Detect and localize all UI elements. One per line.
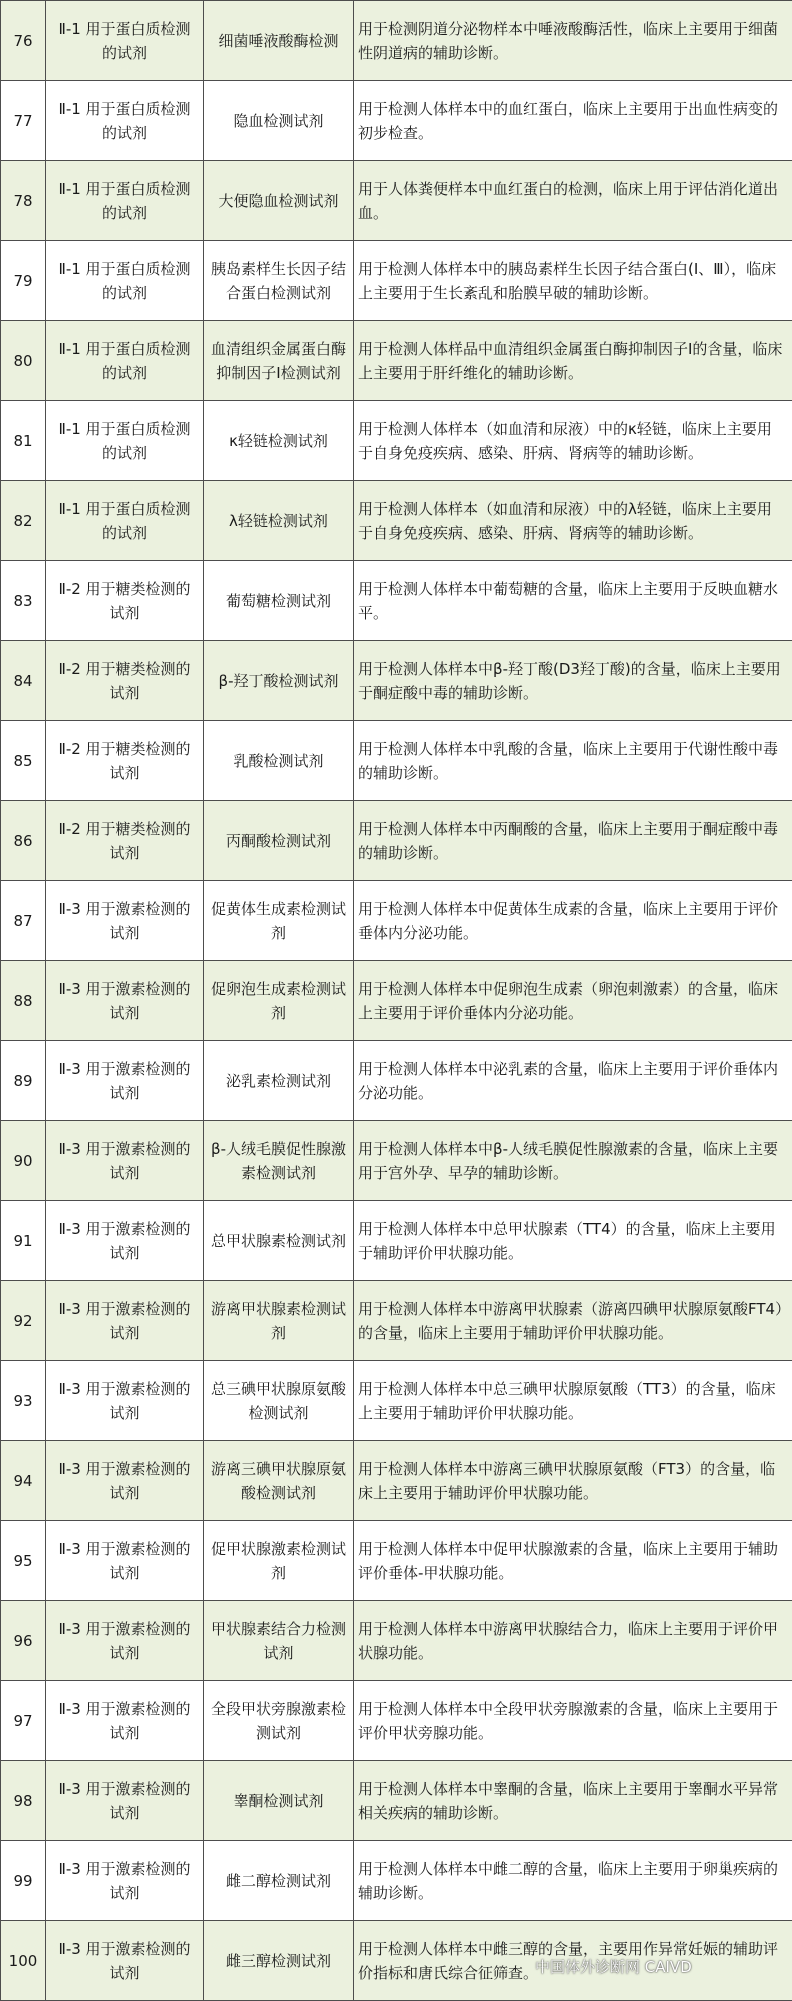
row-number-cell: 98: [1, 1761, 46, 1841]
row-number-cell: 78: [1, 161, 46, 241]
table-row: [1, 161, 792, 241]
category-cell: Ⅱ-2 用于糖类检测的试剂: [46, 641, 204, 721]
table-row: [1, 81, 792, 161]
category-cell: Ⅱ-3 用于激素检测的试剂: [46, 1201, 204, 1281]
description-cell: 用于检测人体样本中游离甲状腺素（游离四碘甲状腺原氨酸FT4）的含量，临床上主要用于辅助评价甲状腺功能。: [354, 1281, 792, 1361]
category-cell: Ⅱ-3 用于激素检测的试剂: [46, 1041, 204, 1121]
product-name-cell: 胰岛素样生长因子结合蛋白检测试剂: [204, 241, 354, 321]
product-name-cell: 葡萄糖检测试剂: [204, 561, 354, 641]
category-cell: Ⅱ-1 用于蛋白质检测的试剂: [46, 481, 204, 561]
description-cell: 用于检测人体样本中游离三碘甲状腺原氨酸（FT3）的含量，临床上主要用于辅助评价甲状腺功能。: [354, 1441, 792, 1521]
category-cell: Ⅱ-3 用于激素检测的试剂: [46, 1681, 204, 1761]
table-row: [1, 1521, 792, 1601]
product-name-cell: β-人绒毛膜促性腺激素检测试剂: [204, 1121, 354, 1201]
table-row: [1, 1681, 792, 1761]
table-row: [1, 1361, 792, 1441]
category-cell: Ⅱ-1 用于蛋白质检测的试剂: [46, 161, 204, 241]
row-number-cell: 77: [1, 81, 46, 161]
description-cell: 用于检测人体样本中葡萄糖的含量，临床上主要用于反映血糖水平。: [354, 561, 792, 641]
table-row: [1, 881, 792, 961]
table-row: [1, 721, 792, 801]
row-number-cell: 93: [1, 1361, 46, 1441]
category-cell: Ⅱ-1 用于蛋白质检测的试剂: [46, 81, 204, 161]
description-cell: 用于检测人体样本中促黄体生成素的含量，临床上主要用于评价垂体内分泌功能。: [354, 881, 792, 961]
category-cell: Ⅱ-2 用于糖类检测的试剂: [46, 801, 204, 881]
description-cell: 用于检测人体样本中促甲状腺激素的含量，临床上主要用于辅助评价垂体-甲状腺功能。: [354, 1521, 792, 1601]
table-row: [1, 1121, 792, 1201]
row-number-cell: 82: [1, 481, 46, 561]
description-cell: 用于检测人体样本中总三碘甲状腺原氨酸（TT3）的含量，临床上主要用于辅助评价甲状腺功能。: [354, 1361, 792, 1441]
table-row: [1, 1, 792, 81]
description-cell: 用于检测人体样本中雌三醇的含量，主要用作异常妊娠的辅助评价指标和唐氏综合征筛查。: [354, 1921, 792, 2001]
category-cell: Ⅱ-3 用于激素检测的试剂: [46, 1921, 204, 2001]
description-cell: 用于检测人体样本中丙酮酸的含量，临床上主要用于酮症酸中毒的辅助诊断。: [354, 801, 792, 881]
description-cell: 用于人体粪便样本中血红蛋白的检测，临床上用于评估消化道出血。: [354, 161, 792, 241]
table-row: [1, 641, 792, 721]
description-cell: 用于检测人体样本中总甲状腺素（TT4）的含量，临床上主要用于辅助评价甲状腺功能。: [354, 1201, 792, 1281]
product-name-cell: 泌乳素检测试剂: [204, 1041, 354, 1121]
row-number-cell: 81: [1, 401, 46, 481]
product-name-cell: 促甲状腺激素检测试剂: [204, 1521, 354, 1601]
table-row: [1, 401, 792, 481]
table-row: [1, 961, 792, 1041]
description-cell: 用于检测人体样本中泌乳素的含量，临床上主要用于评价垂体内分泌功能。: [354, 1041, 792, 1121]
description-cell: 用于检测人体样本中β-羟丁酸(D3羟丁酸)的含量，临床上主要用于酮症酸中毒的辅助诊断。: [354, 641, 792, 721]
product-name-cell: 总甲状腺素检测试剂: [204, 1201, 354, 1281]
category-cell: Ⅱ-3 用于激素检测的试剂: [46, 1761, 204, 1841]
row-number-cell: 99: [1, 1841, 46, 1921]
product-name-cell: 睾酮检测试剂: [204, 1761, 354, 1841]
category-cell: Ⅱ-3 用于激素检测的试剂: [46, 1521, 204, 1601]
row-number-cell: 94: [1, 1441, 46, 1521]
product-name-cell: 游离甲状腺素检测试剂: [204, 1281, 354, 1361]
description-cell: 用于检测人体样本中的血红蛋白，临床上主要用于出血性病变的初步检查。: [354, 81, 792, 161]
table-row: [1, 1281, 792, 1361]
product-name-cell: 丙酮酸检测试剂: [204, 801, 354, 881]
description-cell: 用于检测人体样本中全段甲状旁腺激素的含量，临床上主要用于评价甲状旁腺功能。: [354, 1681, 792, 1761]
product-name-cell: 促黄体生成素检测试剂: [204, 881, 354, 961]
description-cell: 用于检测人体样本中促卵泡生成素（卵泡刺激素）的含量，临床上主要用于评价垂体内分泌功能。: [354, 961, 792, 1041]
product-name-cell: 乳酸检测试剂: [204, 721, 354, 801]
category-cell: Ⅱ-1 用于蛋白质检测的试剂: [46, 241, 204, 321]
product-name-cell: 隐血检测试剂: [204, 81, 354, 161]
category-cell: Ⅱ-2 用于糖类检测的试剂: [46, 721, 204, 801]
row-number-cell: 100: [1, 1921, 46, 2001]
row-number-cell: 76: [1, 1, 46, 81]
row-number-cell: 88: [1, 961, 46, 1041]
product-name-cell: λ轻链检测试剂: [204, 481, 354, 561]
row-number-cell: 90: [1, 1121, 46, 1201]
row-number-cell: 96: [1, 1601, 46, 1681]
reagent-table-body: [1, 1, 792, 2001]
product-name-cell: 血清组织金属蛋白酶抑制因子I检测试剂: [204, 321, 354, 401]
description-cell: 用于检测人体样品中血清组织金属蛋白酶抑制因子I的含量，临床上主要用于肝纤维化的辅助诊断。: [354, 321, 792, 401]
product-name-cell: 游离三碘甲状腺原氨酸检测试剂: [204, 1441, 354, 1521]
product-name-cell: β-羟丁酸检测试剂: [204, 641, 354, 721]
product-name-cell: 细菌唾液酸酶检测: [204, 1, 354, 81]
row-number-cell: 79: [1, 241, 46, 321]
table-row: [1, 1441, 792, 1521]
category-cell: Ⅱ-1 用于蛋白质检测的试剂: [46, 321, 204, 401]
watermark-text: 中国体外诊断网 CAIVD: [535, 1958, 692, 1976]
category-cell: Ⅱ-3 用于激素检测的试剂: [46, 1361, 204, 1441]
table-row: [1, 481, 792, 561]
product-name-cell: 促卵泡生成素检测试剂: [204, 961, 354, 1041]
category-cell: Ⅱ-3 用于激素检测的试剂: [46, 1601, 204, 1681]
row-number-cell: 95: [1, 1521, 46, 1601]
row-number-cell: 92: [1, 1281, 46, 1361]
table-row: [1, 561, 792, 641]
description-cell: 用于检测人体样本中游离甲状腺结合力，临床上主要用于评价甲状腺功能。: [354, 1601, 792, 1681]
row-number-cell: 89: [1, 1041, 46, 1121]
category-cell: Ⅱ-1 用于蛋白质检测的试剂: [46, 1, 204, 81]
description-cell: 用于检测阴道分泌物样本中唾液酸酶活性，临床上主要用于细菌性阴道病的辅助诊断。: [354, 1, 792, 81]
description-cell: 用于检测人体样本（如血清和尿液）中的λ轻链，临床上主要用于自身免疫疾病、感染、肝病、肾病等的辅助诊断。: [354, 481, 792, 561]
category-cell: Ⅱ-1 用于蛋白质检测的试剂: [46, 401, 204, 481]
row-number-cell: 83: [1, 561, 46, 641]
description-cell: 用于检测人体样本中乳酸的含量，临床上主要用于代谢性酸中毒的辅助诊断。: [354, 721, 792, 801]
category-cell: Ⅱ-3 用于激素检测的试剂: [46, 961, 204, 1041]
row-number-cell: 86: [1, 801, 46, 881]
table-row: [1, 1041, 792, 1121]
table-row: [1, 241, 792, 321]
table-row: [1, 321, 792, 401]
row-number-cell: 80: [1, 321, 46, 401]
product-name-cell: 甲状腺素结合力检测试剂: [204, 1601, 354, 1681]
description-cell: 用于检测人体样本中雌二醇的含量，临床上主要用于卵巢疾病的辅助诊断。: [354, 1841, 792, 1921]
product-name-cell: 全段甲状旁腺激素检测试剂: [204, 1681, 354, 1761]
product-name-cell: 大便隐血检测试剂: [204, 161, 354, 241]
row-number-cell: 97: [1, 1681, 46, 1761]
table-row: [1, 1201, 792, 1281]
product-name-cell: 总三碘甲状腺原氨酸检测试剂: [204, 1361, 354, 1441]
row-number-cell: 87: [1, 881, 46, 961]
category-cell: Ⅱ-3 用于激素检测的试剂: [46, 1281, 204, 1361]
product-name-cell: κ轻链检测试剂: [204, 401, 354, 481]
category-cell: Ⅱ-2 用于糖类检测的试剂: [46, 561, 204, 641]
description-cell: 用于检测人体样本中的胰岛素样生长因子结合蛋白(Ⅰ、Ⅲ），临床上主要用于生长紊乱和胎膜早破的辅助诊断。: [354, 241, 792, 321]
table-row: [1, 1841, 792, 1921]
row-number-cell: 84: [1, 641, 46, 721]
table-row: [1, 801, 792, 881]
category-cell: Ⅱ-3 用于激素检测的试剂: [46, 1441, 204, 1521]
category-cell: Ⅱ-3 用于激素检测的试剂: [46, 881, 204, 961]
table-row: [1, 1761, 792, 1841]
product-name-cell: 雌二醇检测试剂: [204, 1841, 354, 1921]
row-number-cell: 85: [1, 721, 46, 801]
description-cell: 用于检测人体样本中β-人绒毛膜促性腺激素的含量，临床上主要用于宫外孕、早孕的辅助诊断。: [354, 1121, 792, 1201]
description-cell: 用于检测人体样本（如血清和尿液）中的κ轻链，临床上主要用于自身免疫疾病、感染、肝病、肾病等的辅助诊断。: [354, 401, 792, 481]
table-row: [1, 1601, 792, 1681]
category-cell: Ⅱ-3 用于激素检测的试剂: [46, 1121, 204, 1201]
row-number-cell: 91: [1, 1201, 46, 1281]
description-cell: 用于检测人体样本中睾酮的含量，临床上主要用于睾酮水平异常相关疾病的辅助诊断。: [354, 1761, 792, 1841]
category-cell: Ⅱ-3 用于激素检测的试剂: [46, 1841, 204, 1921]
product-name-cell: 雌三醇检测试剂: [204, 1921, 354, 2001]
